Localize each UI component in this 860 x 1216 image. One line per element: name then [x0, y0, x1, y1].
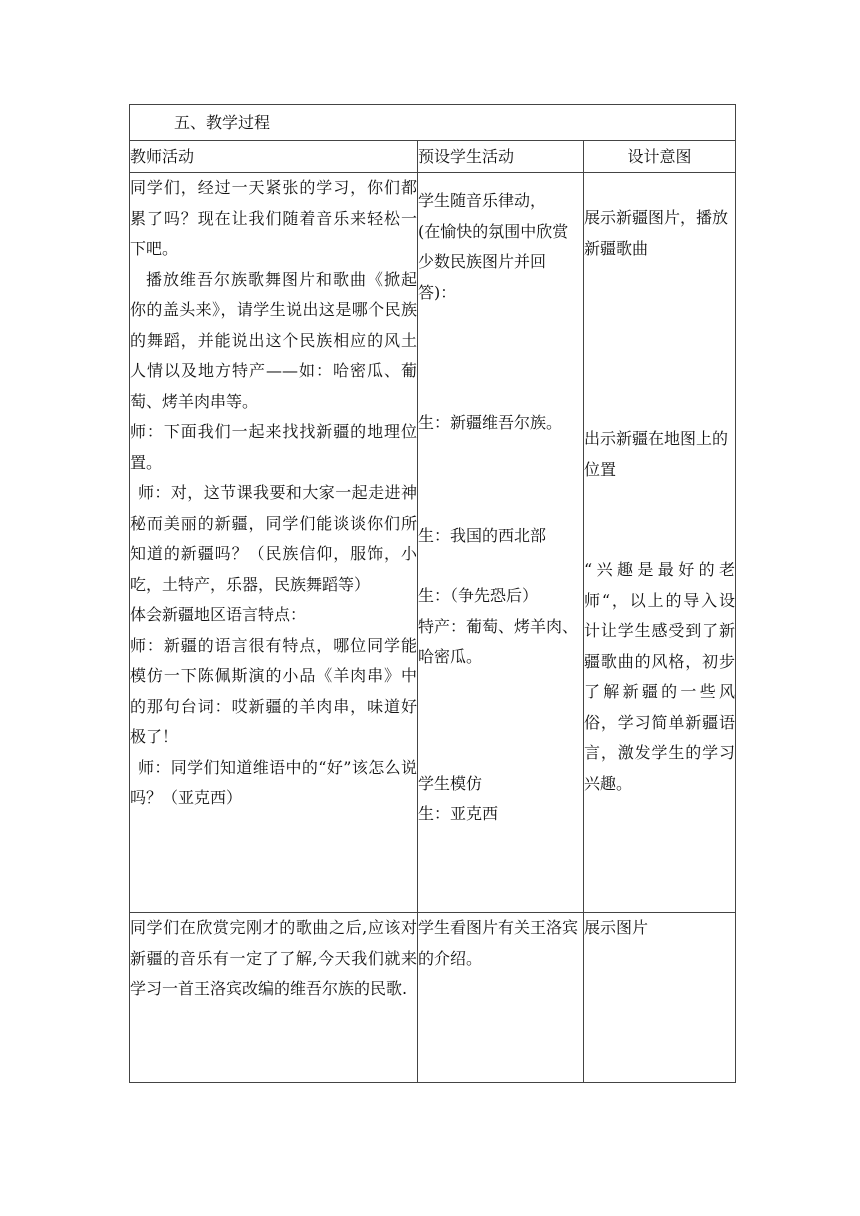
- header-student: 预设学生活动: [418, 141, 584, 173]
- section-title-cell: [130, 105, 736, 141]
- teacher-paragraph: 同学们，经过一天紧张的学习，你们都累了吗？现在让我们随着音乐来轻松一下吧。: [130, 178, 417, 258]
- student-paragraph: 生：（争先恐后）: [418, 586, 539, 605]
- teaching-process-table: [129, 104, 736, 1083]
- intent-paragraph: 展示图片: [584, 918, 649, 937]
- intent-paragraph: 展示新疆图片，播放新疆歌曲: [584, 208, 729, 258]
- header-row: [130, 141, 736, 173]
- teacher-paragraph: 师：对，这节课我要和大家一起走进神秘而美丽的新疆，同学们能谈谈你们所知道的新疆吗？（民族信仰，服饰，小吃，土特产，乐器，民族舞蹈等）: [130, 483, 417, 594]
- student-activity-cell: [418, 913, 584, 1083]
- teacher-activity-cell: [130, 913, 418, 1083]
- student-paragraph: (在愉快的氛围中欣赏少数民族图片并回答)：: [418, 221, 569, 302]
- design-intent-cell: [584, 913, 736, 1083]
- student-paragraph: 生：新疆维吾尔族。: [418, 413, 563, 432]
- header-intent: 设计意图: [584, 141, 736, 173]
- teacher-paragraph: 播放维吾尔族歌舞图片和歌曲《掀起你的盖头来》，请学生说出这是哪个民族的舞蹈，并能说出这个民族相应的风土人情以及地方特产——如：哈密瓜、葡萄、烤羊肉串等。: [130, 269, 417, 411]
- teacher-paragraph: 同学们在欣赏完刚才的歌曲之后,应该对新疆的音乐有一定了了解,今天我们就来学习一首王洛宾改编的维吾尔族的民歌.: [130, 918, 417, 998]
- design-intent-cell: [584, 173, 736, 913]
- header-teacher: 教师活动: [130, 141, 418, 173]
- teacher-paragraph: 师：同学们知道维语中的“好”该怎么说吗？（亚克西）: [130, 757, 417, 807]
- student-paragraph: 学生看图片有关王洛宾的介绍。: [418, 918, 579, 968]
- teacher-paragraph: 体会新疆地区语言特点：: [130, 605, 307, 624]
- student-paragraph: 学生随音乐律动，: [418, 191, 547, 210]
- student-paragraph: 生：亚克西: [418, 804, 499, 823]
- title-row: [130, 105, 736, 141]
- student-paragraph: 学生模仿: [418, 773, 483, 793]
- intent-paragraph: “兴趣是最好的老师“，以上的导入设计让学生感受到了新疆歌曲的风格，初步了解新疆的一些风俗，学习简单新疆语言，激发学生的学习兴趣。: [584, 560, 736, 793]
- student-paragraph: 生：我国的西北部: [418, 525, 547, 545]
- table-row: [130, 913, 736, 1083]
- section-title: 五、教学过程: [174, 113, 271, 132]
- teacher-activity-cell: [130, 173, 418, 913]
- table-row: [130, 173, 736, 913]
- student-paragraph: 特产：葡萄、烤羊肉、哈密瓜。: [418, 616, 579, 666]
- student-activity-cell: [418, 173, 584, 913]
- intent-paragraph: 出示新疆在地图上的位置: [584, 429, 729, 479]
- teacher-paragraph: 师：新疆的语言很有特点，哪位同学能模仿一下陈佩斯演的小品《羊肉串》中的那句台词：哎新疆的羊肉串，味道好极了！: [130, 635, 417, 746]
- teacher-paragraph: 师：下面我们一起来找找新疆的地理位置。: [130, 422, 417, 472]
